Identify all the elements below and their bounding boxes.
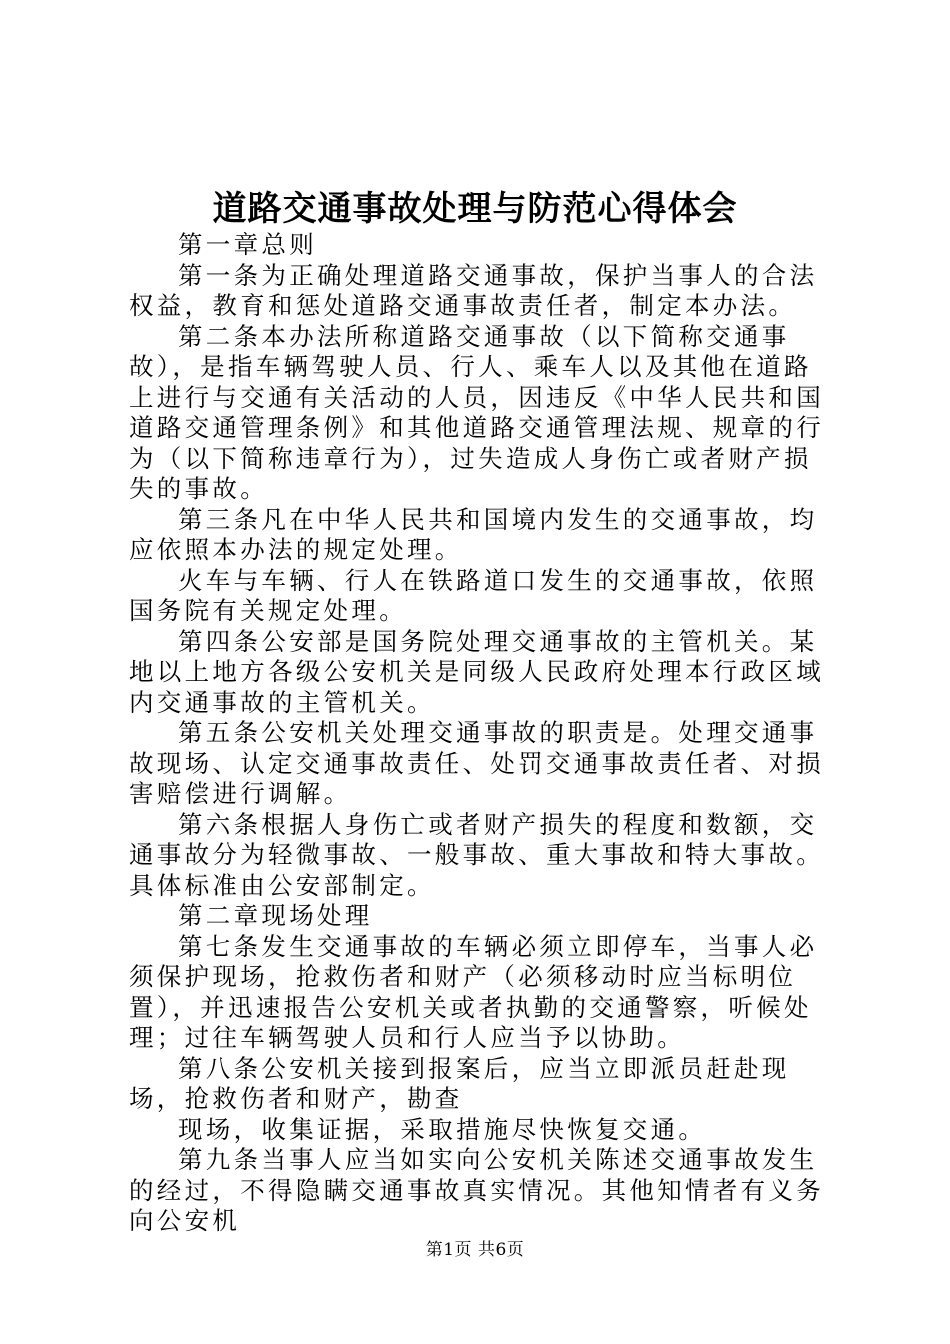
page-number-footer: 第1页 共6页 (425, 1240, 525, 1260)
body-paragraph: 第七条发生交通事故的车辆必须立即停车，当事人必须保护现场，抢救伤者和财产（必须移动时应当标明位置），并迅速报告公安机关或者执勤的交通警察，听候处理；过往车辆驾驶人员和行人应当予以协助。 (129, 931, 818, 1052)
chapter-heading: 第一章总则 (178, 230, 317, 259)
body-paragraph: 第四条公安部是国务院处理交通事故的主管机关。某地以上地方各级公安机关是同级人民政府处理本行政区域内交通事故的主管机关。 (129, 626, 824, 717)
body-paragraph: 第三条凡在中华人民共和国境内发生的交通事故，均应依照本办法的规定处理。 (129, 504, 818, 564)
document-title: 道路交通事故处理与防范心得体会 (212, 189, 738, 229)
body-paragraph: 第一条为正确处理道路交通事故，保护当事人的合法权益，教育和惩处道路交通事故责任者，制定本办法。 (129, 260, 818, 320)
body-paragraph: 火车与车辆、行人在铁路道口发生的交通事故，依照国务院有关规定处理。 (129, 565, 818, 625)
body-paragraph: 第九条当事人应当如实向公安机关陈述交通事故发生的经过，不得隐瞒交通事故真实情况。其他知情者有义务向公安机 (129, 1145, 824, 1235)
body-paragraph: 第五条公安机关处理交通事故的职责是。处理交通事故现场、认定交通事故责任、处罚交通事故责任者、对损害赔偿进行调解。 (129, 718, 824, 808)
body-paragraph: 第八条公安机关接到报案后，应当立即派员赶赴现场，抢救伤者和财产，勘查 (129, 1053, 790, 1113)
body-paragraph: 现场，收集证据，采取措施尽快恢复交通。 (178, 1114, 707, 1144)
body-paragraph: 第六条根据人身伤亡或者财产损失的程度和数额，交通事故分为轻微事故、一般事故、重大事故和特大事故。具体标准由公安部制定。 (129, 809, 824, 900)
document-body (129, 230, 834, 1237)
body-paragraph: 第二条本办法所称道路交通事故（以下简称交通事故），是指车辆驾驶人员、行人、乘车人以及其他在道路上进行与交通有关活动的人员，因违反《中华人民共和国道路交通管理条例》和其他道路交通管理法规、规章的行为（以下简称违章行为），过失造成人身伤亡或者财产损失的事故。 (129, 321, 824, 503)
chapter-heading: 第二章现场处理 (178, 901, 373, 930)
